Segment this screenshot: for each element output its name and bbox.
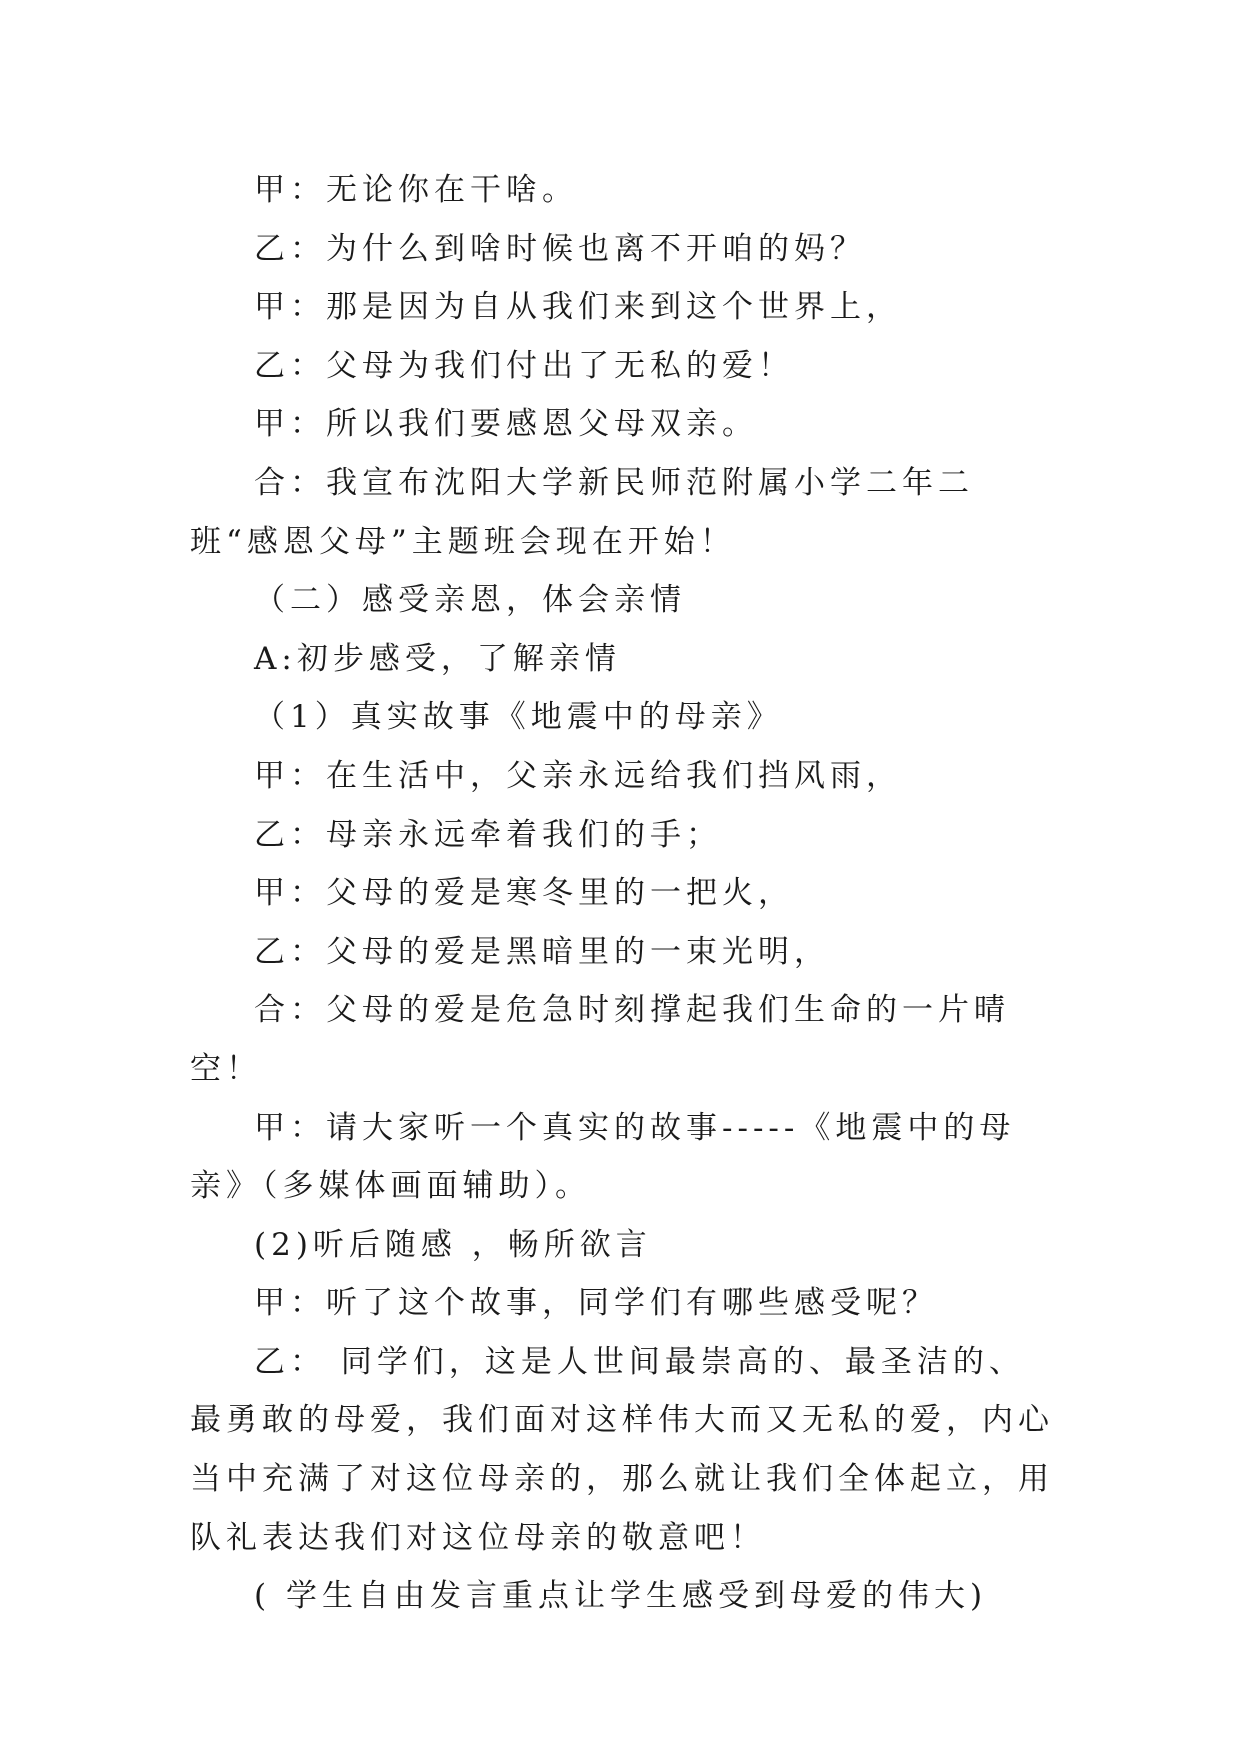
paragraph: 甲：那是因为自从我们来到这个世界上，	[254, 289, 902, 326]
paragraph: 甲：听了这个故事，同学们有哪些感受呢？	[254, 1285, 938, 1322]
paragraph: 甲：所以我们要感恩父母双亲。	[254, 406, 758, 443]
paragraph: 乙：为什么到啥时候也离不开咱的妈？	[254, 230, 866, 267]
paragraph: 乙： 同学们，这是人世间最崇高的、最圣洁的、最勇敢的母爱，我们面对这样伟大而又无私的爱，内心当中充满了对这位母亲的，那么就让我们全体起立，用队礼表达我们对这位母亲的敬意吧！	[190, 1343, 1054, 1556]
paragraph: 乙：父母的爱是黑暗里的一束光明，	[254, 933, 830, 970]
subsection-heading: （1）真实故事《地震中的母亲》	[254, 699, 783, 736]
paragraph: 甲：父母的爱是寒冬里的一把火，	[254, 875, 794, 912]
paragraph: 乙：母亲永远牵着我们的手；	[254, 816, 722, 853]
section-heading: （二）感受亲恩，体会亲情	[254, 582, 686, 619]
subsection-heading: A:初步感受，了解亲情	[254, 640, 621, 677]
subsection-heading: (2)听后随感 ，畅所欲言	[254, 1226, 652, 1263]
paragraph: 合：我宣布沈阳大学新民师范附属小学二年二班“感恩父母”主题班会现在开始！	[190, 464, 974, 560]
paragraph: 甲：无论你在干啥。	[254, 172, 578, 208]
paragraph: 合：父母的爱是危急时刻撑起我们生命的一片晴空！	[190, 992, 1010, 1087]
paragraph: 甲：在生活中，父亲永远给我们挡风雨，	[254, 757, 902, 794]
paragraph: 乙：父母为我们付出了无私的爱！	[254, 347, 794, 384]
paragraph: 甲：请大家听一个真实的故事-----《地震中的母亲》（多媒体画面辅助）。	[190, 1109, 1016, 1205]
paragraph: ( 学生自由发言重点让学生感受到母爱的伟大)	[254, 1578, 988, 1615]
document-body	[190, 161, 1060, 1626]
